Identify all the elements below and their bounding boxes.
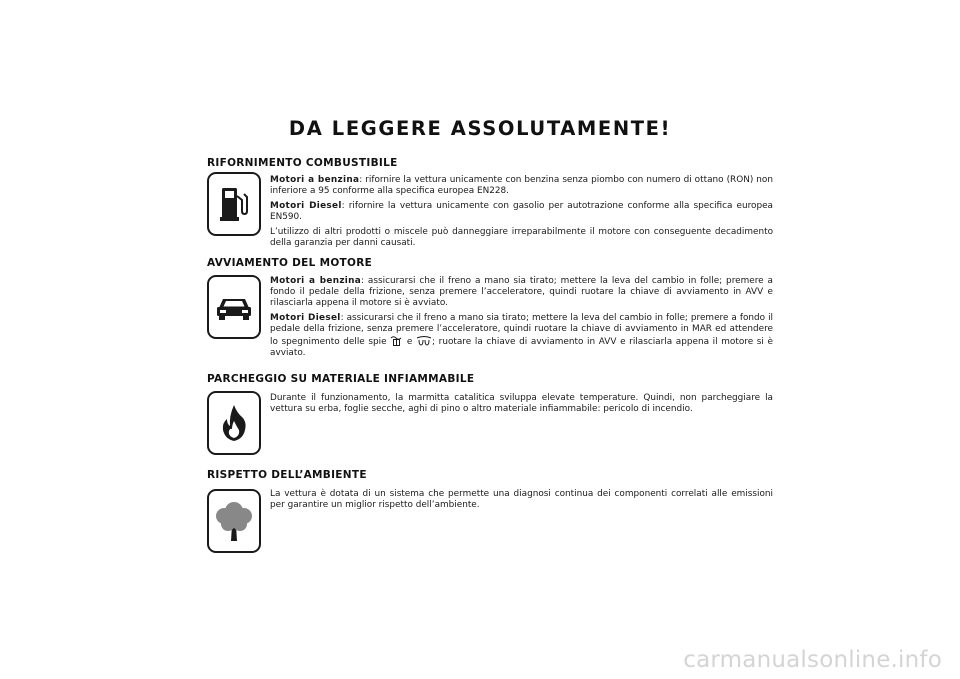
paragraph: [270, 313, 773, 359]
section-heading: RIFORNIMENTO COMBUSTIBILE: [207, 157, 398, 169]
section-engine-start: [207, 257, 774, 358]
section-heading: RISPETTO DELL’AMBIENTE: [207, 469, 367, 481]
paragraph-lead: Motori Diesel: [270, 313, 341, 323]
section-body: [270, 276, 773, 363]
section-body: [270, 489, 773, 515]
paragraph: [270, 175, 773, 197]
page-title: DA LEGGERE ASSOLUTAMENTE!: [288, 117, 672, 140]
paragraph-text: L’utilizzo di altri prodotti o miscele può danneggiare irreparabilmente il motore con conseguente decadimento della garanzia per danni causati.: [270, 227, 773, 248]
glow-plug-warning-icon: [390, 335, 403, 346]
paragraph-lead: Motori Diesel: [270, 201, 342, 211]
fuel-pump-icon: [207, 172, 261, 236]
tree-icon: [207, 489, 261, 553]
section-environment: [207, 469, 773, 510]
section-fuel: [207, 157, 773, 248]
paragraph-text: : assicurarsi che il freno a mano sia tirato; mettere la leva del cambio in folle; premere a fondo il pedale della frizione, senza premere l’acceleratore, quindi ruotare la chiave di avviamento in MAR ed attendere lo spegnimento delle spie: [270, 313, 774, 347]
paragraph-text: ; ruotare la chiave di avviamento in AVV e rilasciarla appena il motore si è avviato.: [270, 337, 773, 358]
paragraph: [270, 489, 773, 511]
section-heading: AVVIAMENTO DEL MOTORE: [207, 257, 373, 269]
paragraph-text: La vettura è dotata di un sistema che permette una diagnosi continua dei componenti correlati alle emissioni per garantire un miglior rispetto dell’ambiente.: [270, 489, 773, 510]
paragraph-text: : rifornire la vettura unicamente con gasolio per autotrazione conforme alla specifica europea EN590.: [270, 201, 773, 222]
paragraph-text: Durante il funzionamento, la marmitta catalitica sviluppa elevate temperature. Quindi, non parcheggiare la vettura su erba, foglie secche, aghi di pino o altro materiale infiammabile: pericolo di incendio.: [270, 393, 773, 414]
car-front-icon: [207, 275, 261, 339]
paragraph-text: : assicurarsi che il freno a mano sia tirato; mettere la leva del cambio in folle; premere a fondo il pedale della frizione, senza premere l’acceleratore, quindi ruotare la chiave di avviamento in AVV e rilasciarla appena il motore si è avviato.: [270, 276, 773, 308]
preheating-warning-icon: [416, 336, 432, 346]
paragraph-lead: Motori a benzina: [270, 276, 362, 286]
paragraph-text: : rifornire la vettura unicamente con benzina senza piombo con numero di ottano (RON) non inferiore a 95 conforme alla specifica europea EN228.: [270, 175, 773, 196]
paragraph: [270, 276, 773, 309]
section-body: [270, 393, 773, 419]
paragraph-text: e: [406, 337, 413, 347]
section-flammable-parking: [207, 373, 773, 414]
flame-icon: [207, 391, 261, 455]
paragraph: [270, 393, 773, 415]
paragraph: [270, 201, 773, 223]
paragraph-lead: Motori a benzina: [270, 175, 360, 185]
watermark: carmanualsonline.info: [683, 647, 942, 673]
section-body: [270, 175, 773, 253]
section-heading: PARCHEGGIO SU MATERIALE INFIAMMABILE: [207, 373, 475, 385]
paragraph: [270, 227, 773, 249]
